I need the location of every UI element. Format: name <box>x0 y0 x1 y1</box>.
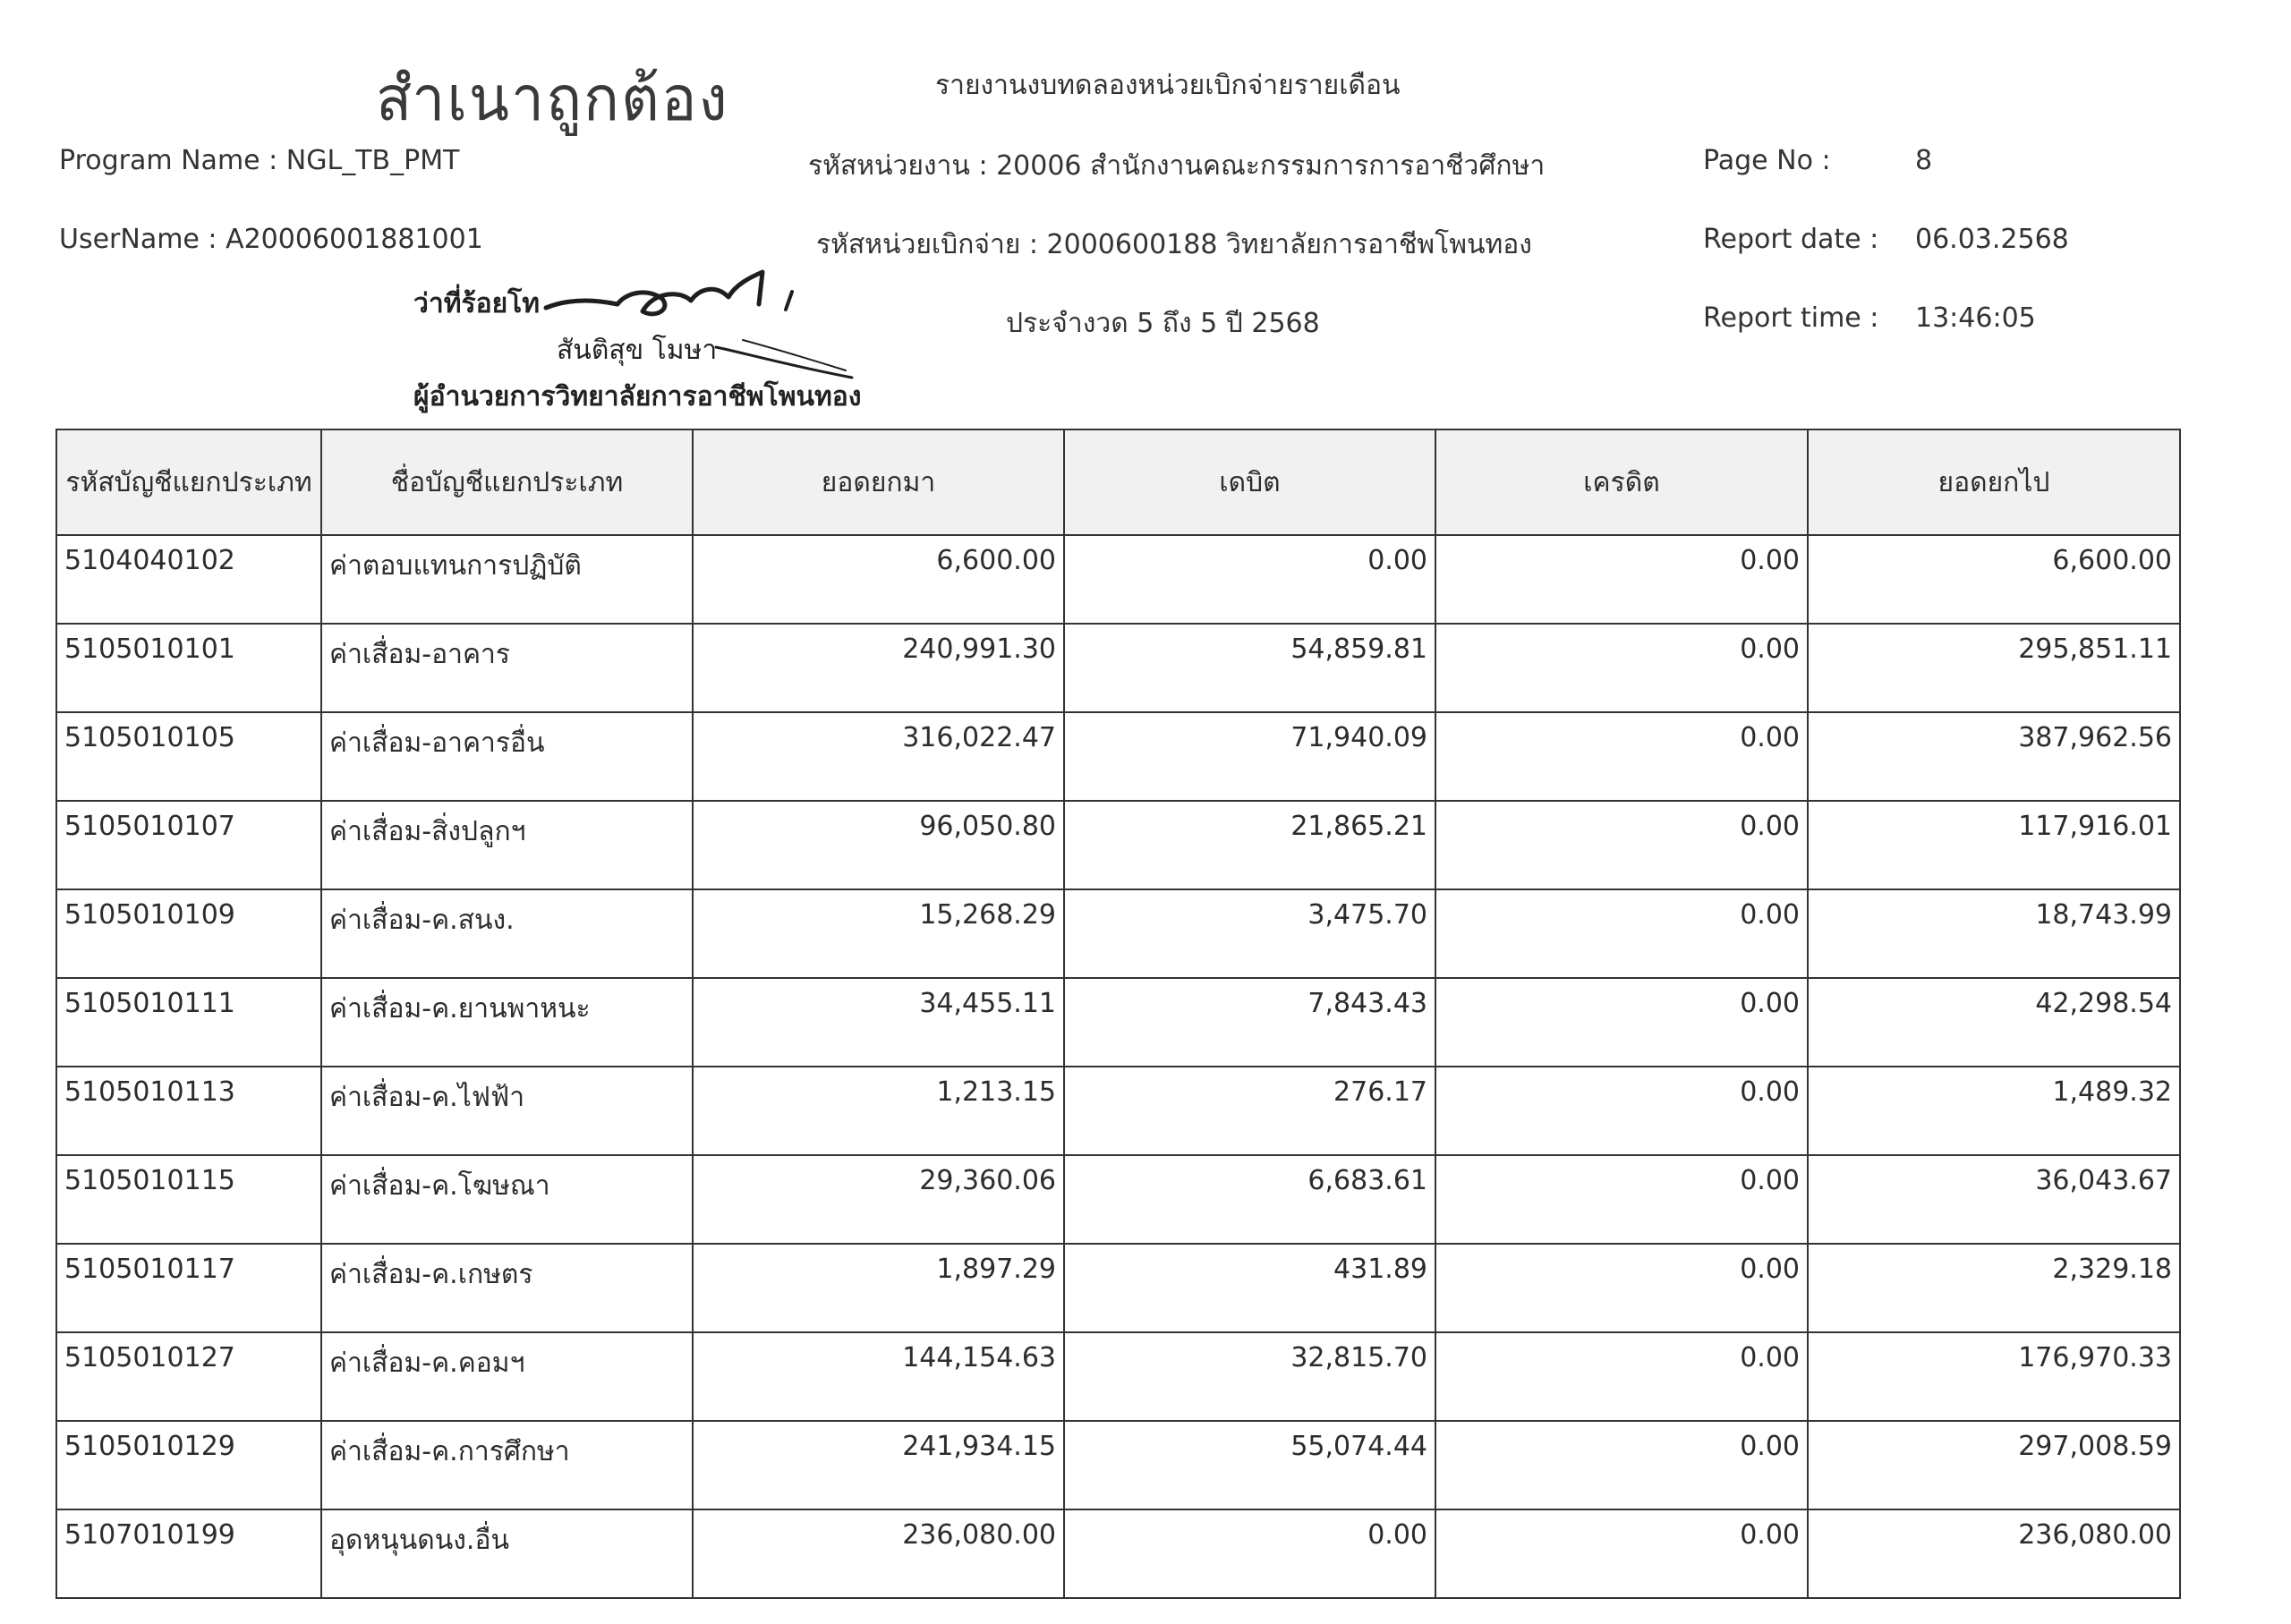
table-row <box>56 624 2180 712</box>
account-name: ค่าเสื่อม-ค.โฆษณา <box>321 1155 693 1244</box>
closing-balance: 6,600.00 <box>1808 535 2180 624</box>
account-code: 5107010199 <box>56 1509 321 1598</box>
user-name: UserName : A20006001881001 <box>59 224 483 255</box>
debit: 7,843.43 <box>1064 978 1435 1067</box>
page-no-value: 8 <box>1915 145 1933 176</box>
closing-balance: 236,080.00 <box>1808 1509 2180 1598</box>
account-code: 5105010115 <box>56 1155 321 1244</box>
table-row <box>56 978 2180 1067</box>
account-code: 5105010113 <box>56 1067 321 1155</box>
header-credit: เครดิต <box>1435 429 1808 535</box>
closing-balance: 42,298.54 <box>1808 978 2180 1067</box>
closing-balance: 295,851.11 <box>1808 624 2180 712</box>
table-row <box>56 1509 2180 1598</box>
account-name: ค่าเสื่อม-ค.คอมฯ <box>321 1332 693 1421</box>
signer-position: ผู้อำนวยการวิทยาลัยการอาชีพโพนทอง <box>413 381 862 412</box>
table-row <box>56 801 2180 889</box>
account-code: 5105010101 <box>56 624 321 712</box>
account-name: ค่าเสื่อม-ค.ยานพาหนะ <box>321 978 693 1067</box>
opening-balance: 144,154.63 <box>693 1332 1064 1421</box>
disbursement-unit: รหัสหน่วยเบิกจ่าย : 2000600188 วิทยาลัยการอาชีพโพนทอง <box>816 229 1532 260</box>
debit: 276.17 <box>1064 1067 1435 1155</box>
closing-balance: 1,489.32 <box>1808 1067 2180 1155</box>
closing-balance: 387,962.56 <box>1808 712 2180 801</box>
certified-copy-stamp: สำเนาถูกต้อง <box>376 63 729 135</box>
opening-balance: 29,360.06 <box>693 1155 1064 1244</box>
credit: 0.00 <box>1435 1244 1808 1332</box>
account-code: 5105010127 <box>56 1332 321 1421</box>
account-name: ค่าเสื่อม-ค.การศึกษา <box>321 1421 693 1509</box>
credit: 0.00 <box>1435 889 1808 978</box>
report-time-label: Report time : <box>1703 302 1879 334</box>
account-name: ค่าตอบแทนการปฏิบัติ <box>321 535 693 624</box>
report-date-label: Report date : <box>1703 224 1879 255</box>
account-name: ค่าเสื่อม-อาคาร <box>321 624 693 712</box>
debit: 431.89 <box>1064 1244 1435 1332</box>
credit: 0.00 <box>1435 712 1808 801</box>
closing-balance: 36,043.67 <box>1808 1155 2180 1244</box>
trial-balance-table <box>55 429 2181 1599</box>
credit: 0.00 <box>1435 1067 1808 1155</box>
opening-balance: 1,213.15 <box>693 1067 1064 1155</box>
credit: 0.00 <box>1435 1421 1808 1509</box>
opening-balance: 96,050.80 <box>693 801 1064 889</box>
debit: 21,865.21 <box>1064 801 1435 889</box>
account-name: อุดหนุนดนง.อื่น <box>321 1509 693 1598</box>
debit: 0.00 <box>1064 535 1435 624</box>
report-title: รายงานงบทดลองหน่วยเบิกจ่ายรายเดือน <box>935 70 1401 101</box>
table-row <box>56 535 2180 624</box>
closing-balance: 297,008.59 <box>1808 1421 2180 1509</box>
signer-name: สันติสุข โมษา <box>557 335 718 366</box>
account-name: ค่าเสื่อม-ค.สนง. <box>321 889 693 978</box>
table-row <box>56 1421 2180 1509</box>
account-name: ค่าเสื่อม-ค.ไฟฟ้า <box>321 1067 693 1155</box>
opening-balance: 1,897.29 <box>693 1244 1064 1332</box>
opening-balance: 236,080.00 <box>693 1509 1064 1598</box>
account-code: 5105010117 <box>56 1244 321 1332</box>
credit: 0.00 <box>1435 535 1808 624</box>
credit: 0.00 <box>1435 978 1808 1067</box>
debit: 54,859.81 <box>1064 624 1435 712</box>
table-row <box>56 1067 2180 1155</box>
header-closing-balance: ยอดยกไป <box>1808 429 2180 535</box>
closing-balance: 18,743.99 <box>1808 889 2180 978</box>
closing-balance: 2,329.18 <box>1808 1244 2180 1332</box>
credit: 0.00 <box>1435 1155 1808 1244</box>
table-body <box>56 535 2180 1598</box>
header-debit: เดบิต <box>1064 429 1435 535</box>
account-code: 5105010105 <box>56 712 321 801</box>
credit: 0.00 <box>1435 801 1808 889</box>
opening-balance: 6,600.00 <box>693 535 1064 624</box>
opening-balance: 316,022.47 <box>693 712 1064 801</box>
debit: 71,940.09 <box>1064 712 1435 801</box>
opening-balance: 241,934.15 <box>693 1421 1064 1509</box>
debit: 3,475.70 <box>1064 889 1435 978</box>
opening-balance: 240,991.30 <box>693 624 1064 712</box>
debit: 32,815.70 <box>1064 1332 1435 1421</box>
debit: 55,074.44 <box>1064 1421 1435 1509</box>
table-row <box>56 1155 2180 1244</box>
report-date-value: 06.03.2568 <box>1915 224 2069 255</box>
page-no-label: Page No : <box>1703 145 1831 176</box>
header-account-name: ชื่อบัญชีแยกประเภท <box>321 429 693 535</box>
opening-balance: 15,268.29 <box>693 889 1064 978</box>
debit: 0.00 <box>1064 1509 1435 1598</box>
table-row <box>56 889 2180 978</box>
table-header-row <box>56 429 2180 535</box>
account-code: 5105010107 <box>56 801 321 889</box>
header-opening-balance: ยอดยกมา <box>693 429 1064 535</box>
account-code: 5105010129 <box>56 1421 321 1509</box>
credit: 0.00 <box>1435 1332 1808 1421</box>
program-name: Program Name : NGL_TB_PMT <box>59 145 460 176</box>
header-account-code: รหัสบัญชีแยกประเภท <box>56 429 321 535</box>
table-row <box>56 1332 2180 1421</box>
account-name: ค่าเสื่อม-ค.เกษตร <box>321 1244 693 1332</box>
credit: 0.00 <box>1435 624 1808 712</box>
closing-balance: 176,970.33 <box>1808 1332 2180 1421</box>
debit: 6,683.61 <box>1064 1155 1435 1244</box>
closing-balance: 117,916.01 <box>1808 801 2180 889</box>
agency-code: รหัสหน่วยงาน : 20006 สำนักงานคณะกรรมการการอาชีวศึกษา <box>808 150 1546 182</box>
account-name: ค่าเสื่อม-สิ่งปลูกฯ <box>321 801 693 889</box>
account-name: ค่าเสื่อม-อาคารอื่น <box>321 712 693 801</box>
signer-rank: ว่าที่ร้อยโท <box>413 288 541 319</box>
account-code: 5105010109 <box>56 889 321 978</box>
account-code: 5105010111 <box>56 978 321 1067</box>
account-code: 5104040102 <box>56 535 321 624</box>
table-row <box>56 1244 2180 1332</box>
table-row <box>56 712 2180 801</box>
credit: 0.00 <box>1435 1509 1808 1598</box>
report-time-value: 13:46:05 <box>1915 302 2036 334</box>
report-period: ประจำงวด 5 ถึง 5 ปี 2568 <box>1006 308 1320 339</box>
opening-balance: 34,455.11 <box>693 978 1064 1067</box>
